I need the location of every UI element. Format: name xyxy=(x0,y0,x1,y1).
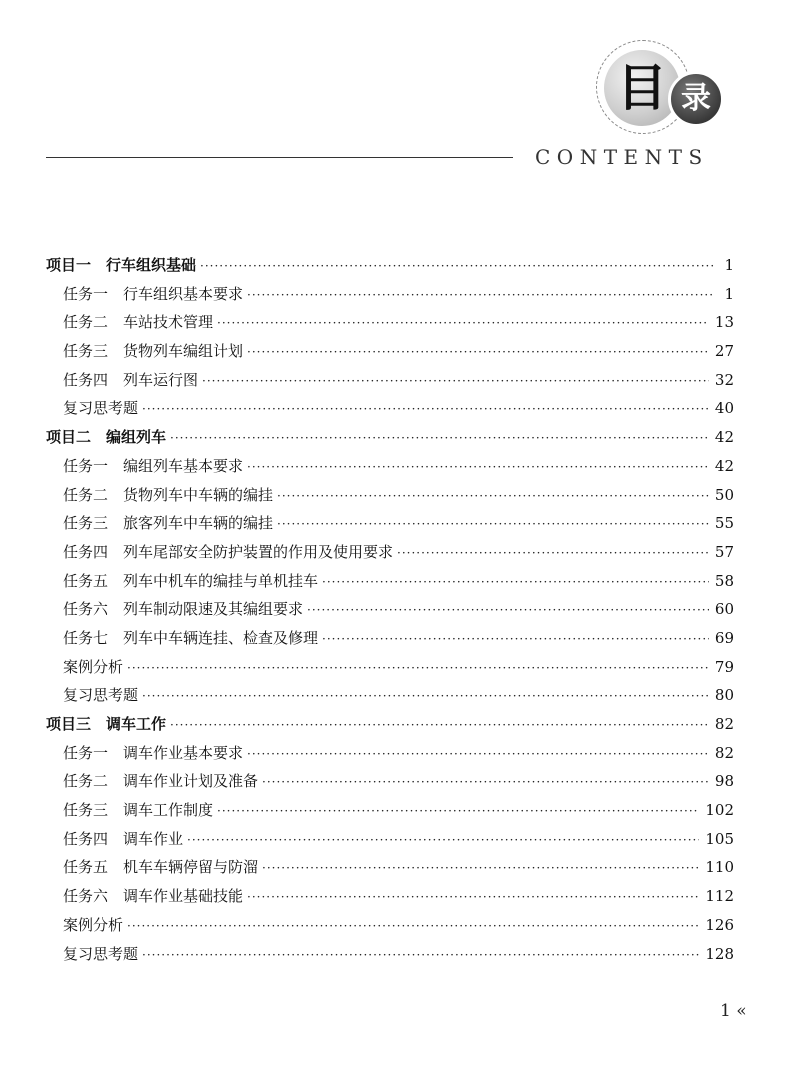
toc-entry-page: 58 xyxy=(714,571,734,590)
dot-leader xyxy=(277,489,709,503)
toc-entry-label: 任务六 调车作业基础技能 xyxy=(63,887,244,906)
dot-leader xyxy=(142,689,709,703)
dot-leader xyxy=(247,890,699,904)
toc-entry-page: 82 xyxy=(714,715,734,733)
toc-entry-page: 69 xyxy=(714,628,734,647)
contents-emblem xyxy=(592,40,732,140)
dot-leader xyxy=(170,431,709,445)
toc-entry-page: 112 xyxy=(705,887,734,906)
toc-task-entry[interactable] xyxy=(46,828,734,857)
dot-leader xyxy=(142,948,699,962)
toc-task-entry[interactable] xyxy=(46,799,734,828)
dot-leader xyxy=(247,345,709,359)
dot-leader xyxy=(247,747,709,761)
toc-task-entry[interactable] xyxy=(46,914,734,943)
toc-task-entry[interactable] xyxy=(46,885,734,914)
toc-task-entry[interactable] xyxy=(46,627,734,656)
dot-leader xyxy=(322,632,709,646)
toc-entry-page: 27 xyxy=(714,342,734,361)
toc-project-entry[interactable] xyxy=(46,254,734,283)
toc-task-entry[interactable] xyxy=(46,397,734,426)
dot-leader xyxy=(322,575,709,589)
toc-entry-label: 案例分析 xyxy=(63,657,124,676)
toc-entry-page: 32 xyxy=(714,370,734,389)
toc-entry-label: 项目三 调车工作 xyxy=(46,715,167,733)
toc-task-entry[interactable] xyxy=(46,742,734,771)
toc-entry-page: 82 xyxy=(714,743,734,762)
table-of-contents xyxy=(46,254,734,971)
title-char-lu: 录 xyxy=(681,81,711,116)
dot-leader xyxy=(127,661,709,675)
toc-entry-label: 任务三 调车工作制度 xyxy=(63,801,214,820)
toc-entry-label: 任务二 调车作业计划及准备 xyxy=(63,772,259,791)
toc-entry-label: 任务五 列车中机车的编挂与单机挂车 xyxy=(63,571,319,590)
toc-task-entry[interactable] xyxy=(46,656,734,685)
dot-leader xyxy=(247,460,709,474)
toc-task-entry[interactable] xyxy=(46,598,734,627)
toc-entry-label: 项目一 行车组织基础 xyxy=(46,256,197,274)
toc-entry-label: 任务一 行车组织基本要求 xyxy=(63,284,244,303)
toc-entry-label: 任务二 货物列车中车辆的编挂 xyxy=(63,485,274,504)
toc-task-entry[interactable] xyxy=(46,570,734,599)
toc-task-entry[interactable] xyxy=(46,311,734,340)
dot-leader xyxy=(397,546,709,560)
toc-task-entry[interactable] xyxy=(46,943,734,972)
toc-entry-label: 任务三 货物列车编组计划 xyxy=(63,342,244,361)
dot-leader xyxy=(127,919,699,933)
dot-leader xyxy=(187,833,699,847)
toc-entry-page: 55 xyxy=(714,514,734,533)
toc-entry-page: 128 xyxy=(705,944,734,963)
toc-project-entry[interactable] xyxy=(46,426,734,455)
dot-leader xyxy=(142,402,709,416)
toc-entry-page: 102 xyxy=(705,801,734,820)
toc-entry-page: 126 xyxy=(705,915,734,934)
toc-task-entry[interactable] xyxy=(46,684,734,713)
toc-entry-page: 13 xyxy=(714,313,734,332)
toc-entry-label: 任务三 旅客列车中车辆的编挂 xyxy=(63,514,274,533)
toc-entry-page: 60 xyxy=(714,600,734,619)
toc-entry-label: 任务五 机车车辆停留与防溜 xyxy=(63,858,259,877)
toc-task-entry[interactable] xyxy=(46,455,734,484)
toc-entry-label: 任务四 调车作业 xyxy=(63,829,184,848)
dot-leader xyxy=(262,861,699,875)
toc-entry-label: 案例分析 xyxy=(63,915,124,934)
toc-entry-page: 105 xyxy=(705,829,734,848)
toc-task-entry[interactable] xyxy=(46,340,734,369)
toc-entry-page: 80 xyxy=(714,686,734,705)
toc-entry-label: 任务七 列车中车辆连挂、检查及修理 xyxy=(63,628,319,647)
toc-entry-label: 任务四 列车尾部安全防护装置的作用及使用要求 xyxy=(63,542,394,561)
toc-entry-page: 1 xyxy=(724,284,734,303)
dot-leader xyxy=(217,804,699,818)
double-chevron-left-icon: « xyxy=(736,1001,747,1021)
toc-entry-page: 98 xyxy=(714,772,734,791)
toc-entry-label: 任务六 列车制动限速及其编组要求 xyxy=(63,600,304,619)
toc-entry-label: 任务二 车站技术管理 xyxy=(63,313,214,332)
dot-leader xyxy=(247,288,714,302)
toc-entry-label: 项目二 编组列车 xyxy=(46,428,167,447)
toc-task-entry[interactable] xyxy=(46,484,734,513)
toc-entry-page: 57 xyxy=(714,542,734,561)
page-number: 1 xyxy=(720,1001,731,1021)
toc-task-entry[interactable] xyxy=(46,512,734,541)
toc-task-entry[interactable] xyxy=(46,541,734,570)
page-footer xyxy=(720,1001,747,1021)
toc-task-entry[interactable] xyxy=(46,856,734,885)
header-rule xyxy=(46,157,513,158)
dot-leader xyxy=(262,775,709,789)
dot-leader xyxy=(200,259,714,273)
toc-entry-page: 42 xyxy=(714,428,734,447)
toc-entry-label: 复习思考题 xyxy=(63,399,139,418)
contents-heading: CONTENTS xyxy=(535,145,709,169)
toc-entry-label: 复习思考题 xyxy=(63,686,139,705)
toc-entry-page: 110 xyxy=(705,858,734,877)
toc-entry-label: 任务一 调车作业基本要求 xyxy=(63,743,244,762)
toc-entry-label: 复习思考题 xyxy=(63,944,139,963)
toc-entry-page: 1 xyxy=(724,256,734,274)
toc-task-entry[interactable] xyxy=(46,770,734,799)
dot-leader xyxy=(307,603,709,617)
toc-task-entry[interactable] xyxy=(46,283,734,312)
title-char-mu: 目 xyxy=(617,59,667,117)
toc-entry-label: 任务四 列车运行图 xyxy=(63,370,199,389)
toc-task-entry[interactable] xyxy=(46,369,734,398)
dot-leader xyxy=(277,517,709,531)
toc-project-entry[interactable] xyxy=(46,713,734,742)
dot-leader xyxy=(202,374,709,388)
dot-leader xyxy=(170,718,709,732)
toc-entry-label: 任务一 编组列车基本要求 xyxy=(63,456,244,475)
toc-entry-page: 42 xyxy=(714,456,734,475)
toc-entry-page: 79 xyxy=(714,657,734,676)
toc-entry-page: 40 xyxy=(714,399,734,418)
title-disc-small xyxy=(668,71,724,127)
dot-leader xyxy=(217,316,709,330)
toc-entry-page: 50 xyxy=(714,485,734,504)
